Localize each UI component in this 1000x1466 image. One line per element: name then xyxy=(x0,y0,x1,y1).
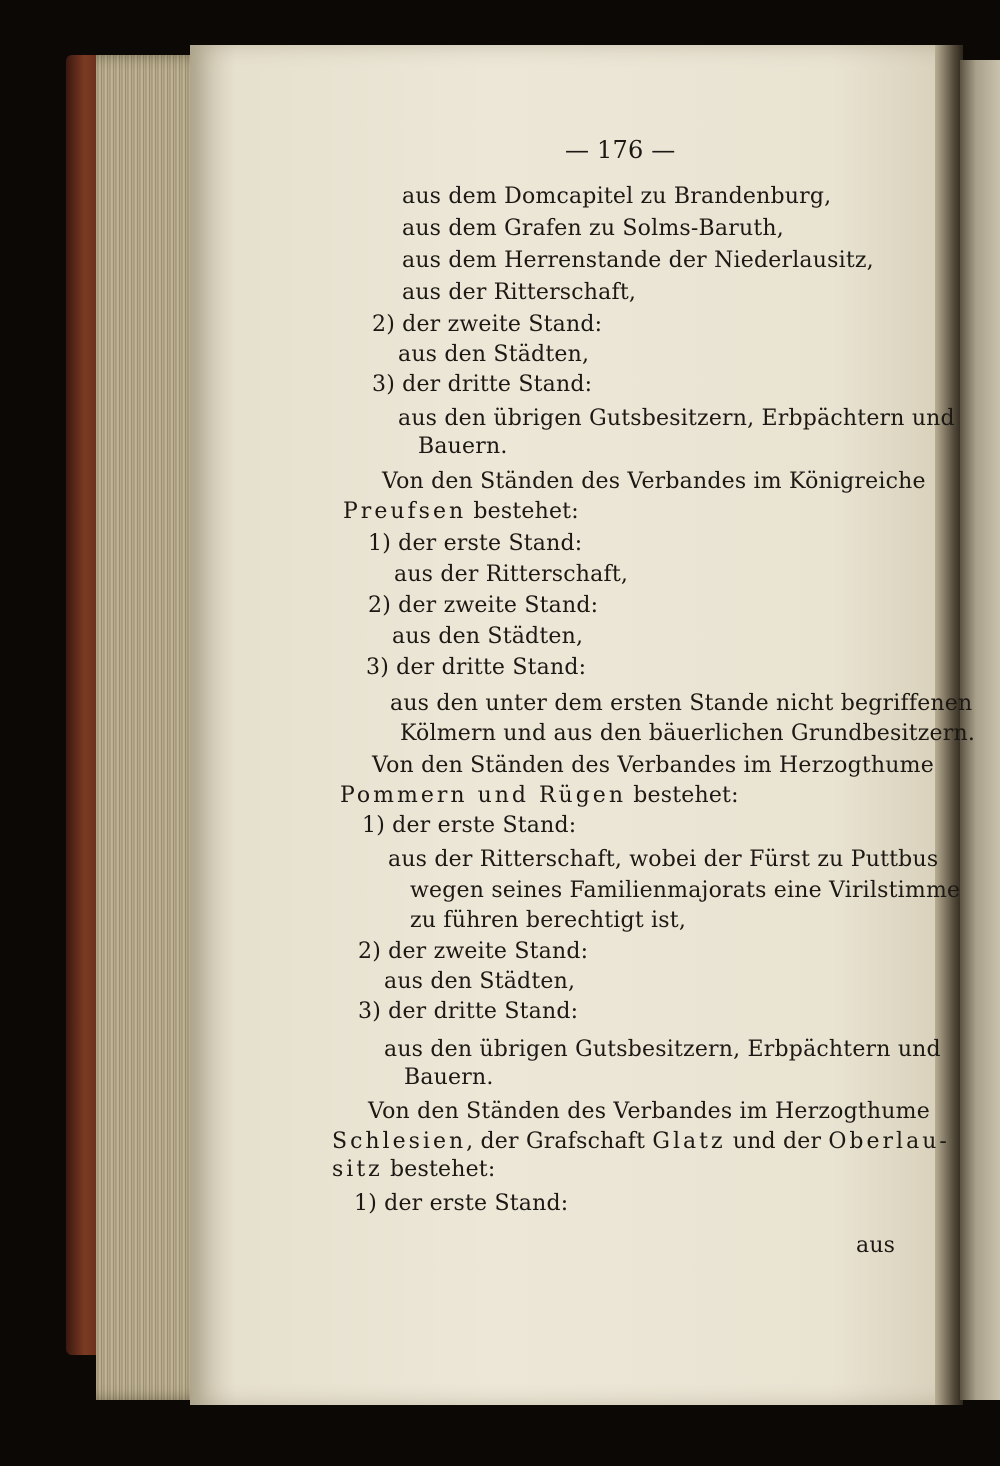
text-line: aus dem Grafen zu Solms-Baruth, xyxy=(402,216,784,241)
text-line: aus den Städten, xyxy=(398,342,590,367)
text-line: zu führen berechtigt ist, xyxy=(410,908,687,933)
text-line: aus der Ritterschaft, xyxy=(394,562,629,587)
list-item: 3) der dritte Stand: xyxy=(366,655,587,680)
paragraph-line: Pommern und Rügen bestehet: xyxy=(340,783,739,808)
list-item: 1) der erste Stand: xyxy=(368,531,583,556)
paragraph-line: Von den Ständen des Verbandes im Herzogthume xyxy=(372,753,934,778)
spaced-term: Pommern und Rügen xyxy=(340,783,626,808)
text-line: aus der Ritterschaft, xyxy=(402,280,637,305)
text-line: aus den übrigen Gutsbesitzern, Erbpächtern und xyxy=(384,1037,941,1062)
text-line: aus dem Domcapitel zu Brandenburg, xyxy=(402,184,832,209)
list-item: 1) der erste Stand: xyxy=(362,813,577,838)
spaced-term: Preufsen xyxy=(343,499,467,524)
text-line: aus den unter dem ersten Stande nicht begriffenen xyxy=(390,691,973,716)
text-line: aus den Städten, xyxy=(384,969,576,994)
text-line: aus den Städten, xyxy=(392,624,584,649)
page-number: — 176 — xyxy=(565,136,676,164)
text-line: aus den übrigen Gutsbesitzern, Erbpächtern und xyxy=(398,406,955,431)
catchword: aus xyxy=(856,1233,896,1258)
paragraph-line: Von den Ständen des Verbandes im Königreiche xyxy=(382,469,926,494)
spaced-term: Oberlau- xyxy=(828,1129,950,1154)
paragraph-line: Preufsen bestehet: xyxy=(343,499,579,524)
spaced-term: Schlesien xyxy=(332,1129,467,1154)
list-item: 1) der erste Stand: xyxy=(354,1191,569,1216)
paragraph-line: Schlesien, der Grafschaft Glatz und der Oberlau- xyxy=(332,1129,950,1154)
text-line: Kölmern und aus den bäuerlichen Grundbesitzern. xyxy=(400,721,976,746)
list-item: 3) der dritte Stand: xyxy=(372,372,593,397)
list-item: 2) der zweite Stand: xyxy=(372,312,603,337)
text-line: Bauern. xyxy=(418,434,508,459)
text-line: aus dem Herrenstande der Niederlausitz, xyxy=(402,248,874,273)
list-item: 2) der zweite Stand: xyxy=(358,939,589,964)
paragraph-line: sitz bestehet: xyxy=(332,1157,496,1182)
spaced-term: Glatz xyxy=(652,1129,726,1154)
paragraph-line: Von den Ständen des Verbandes im Herzogthume xyxy=(368,1099,930,1124)
text-line: aus der Ritterschaft, wobei der Fürst zu Puttbus xyxy=(388,847,939,872)
text-line: wegen seines Familienmajorats eine Virilstimme xyxy=(410,878,961,903)
text-line: Bauern. xyxy=(404,1065,494,1090)
list-item: 2) der zweite Stand: xyxy=(368,593,599,618)
spaced-term: sitz xyxy=(332,1157,383,1182)
list-item: 3) der dritte Stand: xyxy=(358,999,579,1024)
